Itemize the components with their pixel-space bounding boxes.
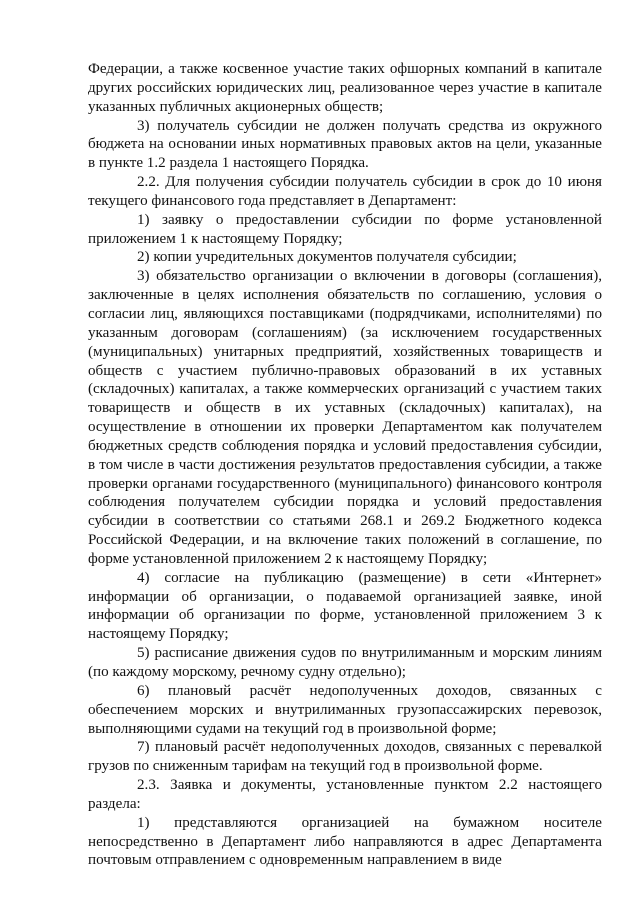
- paragraph-continuation: Федерации, а также косвенное участие таких офшорных компаний в капитале других российских юридических лиц, реализованное через участие в капитале указанных публичных акционерных обществ;: [88, 61, 602, 115]
- paragraph-item-1-submission: 1) представляются организацией на бумажном носителе непосредственно в Департамент либо направляются в адрес Департамента почтовым отправлением с одновременным направлением в виде: [88, 814, 602, 869]
- paragraph-item-3-funding: 3) получатель субсидии не должен получать средства из окружного бюджета на основании иных нормативных правовых актов на цели, указанные в пункте 1.2 раздела 1 настоящего Порядка.: [88, 117, 602, 172]
- paragraph-item-7-calculation: 7) плановый расчёт недополученных доходов, связанных с перевалкой грузов по сниженным тарифам на текущий год в произвольной форме.: [88, 739, 602, 775]
- paragraph-section-2-2: 2.2. Для получения субсидии получатель субсидии в срок до 10 июня текущего финансового года представляет в Департамент:: [88, 174, 602, 209]
- paragraph-item-5-schedule: 5) расписание движения судов по внутрилиманным и морским линиям (по каждому морскому, речному судну отдельно);: [88, 645, 602, 680]
- paragraph-item-4-consent: 4) согласие на публикацию (размещение) в сети «Интернет» информации об организации, о подаваемой организацией заявке, иной информации об организации по форме, установленной приложением 3 к настоящему Порядку;: [88, 569, 602, 643]
- document-body: [88, 60, 602, 870]
- paragraph-item-2-charter-copies: 2) копии учредительных документов получателя субсидии;: [137, 249, 517, 266]
- paragraph-item-6-calculation: 6) плановый расчёт недополученных доходов, связанных с обеспечением морских и внутрилиманных грузопассажирских перевозок, выполняющими судами на текущий год в произвольной форме;: [88, 682, 602, 737]
- paragraph-item-3-obligation: 3) обязательство организации о включении в договоры (соглашения), заключенные в целях исполнения обязательств по соглашению, условия о согласии лиц, являющихся поставщиками (подрядчиками, исполнителями) по указанным договорам (соглашениям) (за исключением государственных (муниципальных) унитарных предприятий, хозяйственных товариществ и обществ с участием публично-правовых образований в их уставных (складочных) капиталах, а также коммерческих организаций с участием таких товариществ и обществ в их уставных (складочных) капиталах), на осуществление в отношении их проверки Департаментом как получателем бюджетных средств соблюдения порядка и условий предоставления субсидии, в том числе в части достижения результатов предоставления субсидии, а также проверки органами государственного (муниципального) финансового контроля соблюдения получателем субсидии порядка и условий предоставления субсидии в соответствии со статьями 268.1 и 269.2 Бюджетного кодекса Российской Федерации, и на включение таких положений в соглашение, по форме установленной приложением 2 к настоящему Порядку;: [88, 268, 602, 567]
- paragraph-item-1-application: 1) заявку о предоставлении субсидии по форме установленной приложением 1 к настоящему Порядку;: [88, 211, 602, 247]
- paragraph-section-2-3: 2.3. Заявка и документы, установленные пунктом 2.2 настоящего раздела:: [88, 777, 602, 812]
